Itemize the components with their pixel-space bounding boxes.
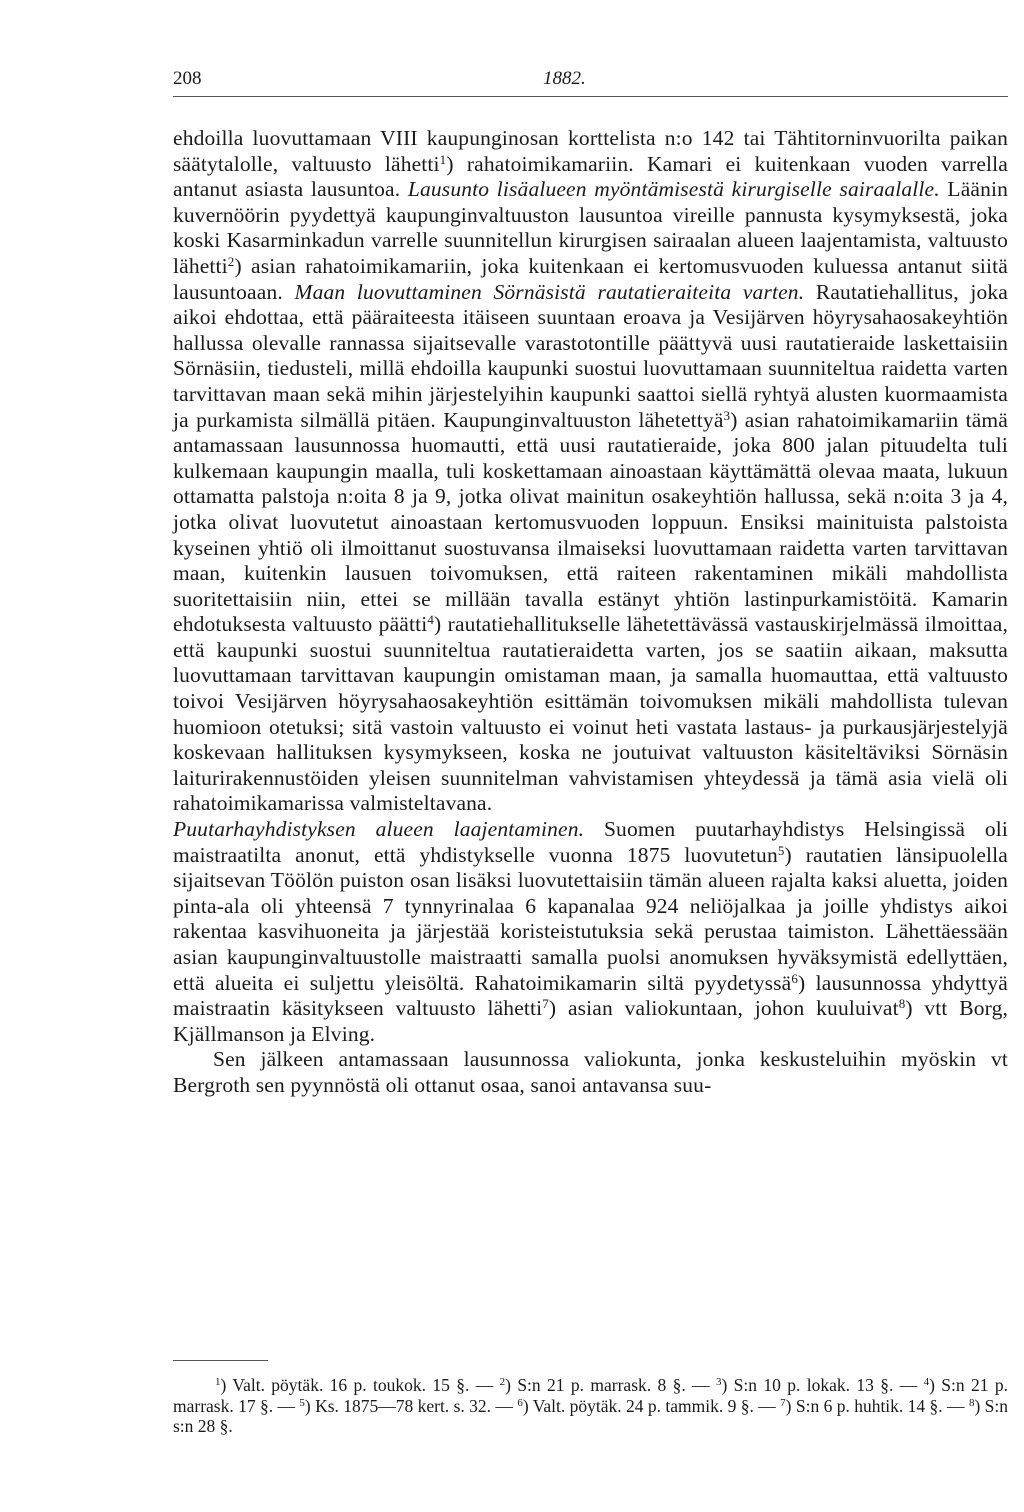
footnote-number: 4 [923, 1376, 930, 1388]
section-heading: Lausunto lisäalueen myöntämisestä kirurgiselle sairaalalle. [407, 177, 940, 202]
footnote-number: 7 [780, 1396, 786, 1409]
footnote-ref[interactable]: 2 [227, 253, 235, 269]
text-run: Rautatiehallitus, joka aikoi ehdottaa, että pääraiteesta itäiseen suuntaan eroava ja Vesijärven höyrysahaosakeyhtiön hallussa olevalle rannassa sijaitsevalle varastotontille päättyvä uusi rautatieraide laskettaisiin Sörnäsiin, tiedusteli, millä ehdoilla kaupunki suostui luovuttamaan suunniteltua raidetta varten tarvittavan maan sekä mihin järjestelyihin kaupunki saattoi siellä ryhtyä alusten kuormaamista ja purkamista silmällä pitäen. Kaupunginvaltuuston lähetettyä [173, 279, 1008, 432]
footnote-text: ) Valt. pöytäk. 24 p. tammik. 9 §. — [522, 1395, 781, 1416]
footnote-text: ) Valt. pöytäk. 16 p. toukok. 15 §. — [220, 1375, 500, 1395]
footnote-rule [173, 1360, 268, 1361]
footnote-number: 1 [215, 1376, 221, 1388]
text-run: ) asian rahatoimikamariin tämä antamassaan lausunnossa huomautti, että uusi rautatieraide, joka 800 jalan pituudelta tuli kulkemaan kaupungin maalla, tuli koskettamaan ainoastaan käyttämättä olevaa maata, lukuun ottamatta palstoja n:oita 8 ja 9, jotka olivat mainitun osakeyhtiön hallussa, sekä n:oita 3 ja 4, jotka olivat luovutetut ainoastaan kertomusvuoden loppuun. Ensiksi mainituista palstoista kyseinen yhtiö oli ilmoittanut suostuvansa ilmaiseksi luovuttamaan raidetta varten tarvittavan maan, kuitenkin lausuen toivomuksen, että raiteen rakentaminen mikäli mahdollista suoritettaisiin niin, ettei se millään tavalla estänyt yhtiön lastinpurkamistöitä. Kamarin ehdotuksesta valtuusto päätti [173, 407, 1009, 637]
footnotes [173, 1375, 1008, 1437]
footnote-ref[interactable]: 6 [791, 970, 799, 986]
footnote-ref[interactable]: 5 [777, 842, 785, 858]
text-run: Läänin kuvernöörin pyydettyä kaupunginvaltuuston lausuntoa vireille pannusta kysymyksestä, joka koski Kasarminkadun varrelle suunnitellun kirurgisen sairaalan alueen laajentamista, valtuusto lähetti [173, 177, 1009, 278]
section-heading: Puutarhayhdistyksen alueen laajentaminen. [173, 817, 585, 842]
footnote-number: 2 [499, 1376, 506, 1388]
text-run: Suomen puutarhayhdistys Helsingissä oli maistraatilta anonut, että yhdistykselle vuonna 1875 luovutetun [173, 817, 1009, 867]
footnote-ref[interactable]: 3 [723, 407, 731, 423]
footnote-ref[interactable]: 4 [427, 612, 434, 628]
footnote-text: ) S:n 6 p. huhtik. 14 §. — [785, 1395, 969, 1416]
footnote-text: ) S:n s:n 28 §. [173, 1395, 1008, 1436]
footnote-text: ) S:n 21 p. marrask. 8 §. — [505, 1375, 716, 1395]
text-run: ) rahatoimikamariin. Kamari ei kuitenkaan vuoden varrella antanut asiasta lausuntoa. [173, 151, 1008, 202]
text-run: ) lausunnossa yhdyttyä maistraatin käsitykseen valtuusto lähetti [173, 970, 1009, 1021]
footnote-number: 3 [715, 1376, 722, 1388]
text-run: ) asian rahatoimikamariin, joka kuitenkaan ei kertomusvuoden kuluessa antanut siitä lausuntoaan. [173, 253, 1008, 304]
footnote-ref[interactable]: 1 [439, 151, 447, 167]
footnote-ref[interactable]: 8 [898, 996, 906, 1012]
footnote-text: ) S:n 10 p. lokak. 13 §. — [721, 1375, 924, 1395]
running-head-year: 1882. [543, 68, 586, 89]
page-number: 208 [173, 68, 202, 89]
text-run: ehdoilla luovuttamaan VIII kaupunginosan korttelista n:o 142 tai Tähtitorninvuorilta paikan säätytalolle, valtuusto lähetti [173, 126, 1008, 176]
footnote-number: 6 [517, 1396, 523, 1409]
header-rule [173, 96, 1008, 97]
text-run: ) rautatiehallitukselle lähetettävässä vastauskirjelmässä ilmoittaa, että kaupunki suostui suunniteltua rautatieraidetta varten, jos se saatiin aikaan, maksutta luovuttamaan tarvittavan kaupungin omistaman maan, ja samalla huomauttaa, että valtuusto toivoi Vesijärven höyrysahaosakeyhtiön esittämän toivomuksen mikäli mahdollista tulevan huomioon otetuksi; sitä vastoin valtuusto ei voinut heti vastata lastaus- ja purkausjärjestelyjä koskevaan hallituksen kysymykseen, koska ne joutuivat valtuuston käsiteltäviksi Sörnäsin laiturirakennustöiden yleisen suunnitelman vahvistamisen yhteydessä ja tämä asia vielä oli rahatoimikamarissa valmisteltavana. [173, 612, 1008, 816]
text-run: ) asian valiokuntaan, johon kuuluivat [548, 996, 899, 1021]
paragraph [173, 817, 1008, 1047]
footnote-number: 8 [968, 1396, 975, 1409]
page-header [173, 68, 1008, 98]
text-run: ) vtt Borg, Kjällmanson ja Elving. [173, 996, 1008, 1046]
footnote-number: 5 [299, 1396, 305, 1409]
footnote-ref[interactable]: 7 [542, 996, 549, 1012]
paragraph [173, 126, 1008, 817]
footnote-block [173, 1375, 1008, 1437]
text-run: ) rautatien länsipuolella sijaitsevan Töölön puiston osan lisäksi luovutettaisiin tämän alueen rajalta kaksi aluetta, joiden pinta-ala oli yhteensä 7 tynnyrinalaa 6 kapanalaa 924 neliöjalkaa ja joille yhdistys aikoi rakentaa kasvihuoneita ja järjestää koristeistutuksia sekä perustaa taimiston. Lähettäessään asian kaupunginvaltuustolle maistraatti samalla puolsi anomuksen hyväksymistä edellyttäen, että alueita ei suljettu yleisöltä. Rahatoimikamarin siltä pyydetyssä [173, 842, 1008, 995]
body-text [173, 126, 1008, 1099]
footnote-text: ) Ks. 1875—78 kert. s. 32. — [304, 1395, 518, 1416]
footnote-text: ) S:n 21 p. marrask. 17 §. — [173, 1375, 1008, 1416]
section-heading: Maan luovuttaminen Sörnäsistä rautatieraiteita varten. [294, 279, 805, 304]
paragraph: Sen jälkeen antamassaan lausunnossa valiokunta, jonka keskusteluihin myöskin vt Bergroth sen pyynnöstä oli ottanut osaa, sanoi antavansa suu- [173, 1047, 1008, 1097]
